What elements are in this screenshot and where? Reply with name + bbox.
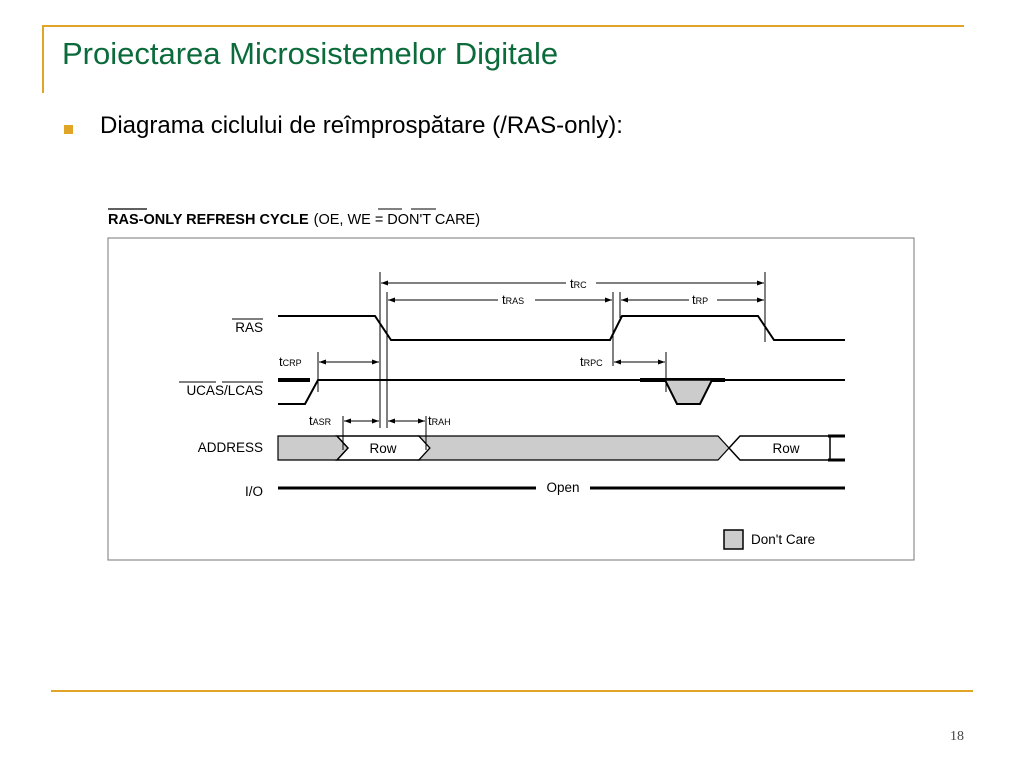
trah-label: tRAH	[428, 413, 451, 428]
footer-line	[51, 690, 973, 692]
signal-label-ucas-lcas	[186, 383, 263, 398]
signal-label-lcas: LCAS	[227, 383, 263, 398]
diagram-frame	[108, 238, 914, 560]
bullet-text: Diagrama ciclului de reîmprospătare (/RAS-only):	[100, 112, 623, 139]
signal-label-address: ADDRESS	[197, 440, 263, 455]
trp-label: tRP	[692, 292, 709, 307]
signal-label-ucas: UCAS	[186, 383, 224, 398]
address-dont-care-1	[278, 436, 348, 460]
io-open-label: Open	[546, 480, 580, 495]
cas-waveform	[278, 380, 845, 404]
address-row-label-2: Row	[772, 441, 800, 456]
tcrp-label: tCRP	[279, 354, 302, 369]
trc-label: tRC	[570, 276, 587, 291]
signal-label-io: I/O	[244, 484, 263, 499]
heading-main: -ONLY REFRESH CYCLE	[138, 212, 309, 228]
heading-oe: OE	[318, 212, 340, 228]
heading-ras: RAS	[108, 212, 139, 228]
trpc-label: tRPC	[580, 354, 603, 369]
tasr-label: tASR	[309, 413, 332, 428]
slide-title: Proiectarea Microsistemelor Digitale	[62, 36, 559, 71]
heading-paren: (	[313, 212, 319, 228]
heading-comma: ,	[339, 212, 344, 228]
ras-waveform	[278, 316, 845, 340]
address-row-label-1: Row	[369, 441, 397, 456]
legend-dont-care-label: Don't Care	[751, 532, 816, 547]
page-number: 18	[950, 729, 964, 744]
heading-rest: = DON'T CARE)	[374, 212, 481, 228]
signal-label-slash: /	[223, 383, 228, 398]
diagram-heading	[108, 212, 480, 228]
legend-dont-care-swatch	[724, 530, 743, 549]
heading-we: WE	[347, 212, 371, 228]
tras-label: tRAS	[502, 292, 525, 307]
signal-label-ras: RAS	[235, 320, 263, 335]
address-dont-care-2	[419, 436, 729, 460]
